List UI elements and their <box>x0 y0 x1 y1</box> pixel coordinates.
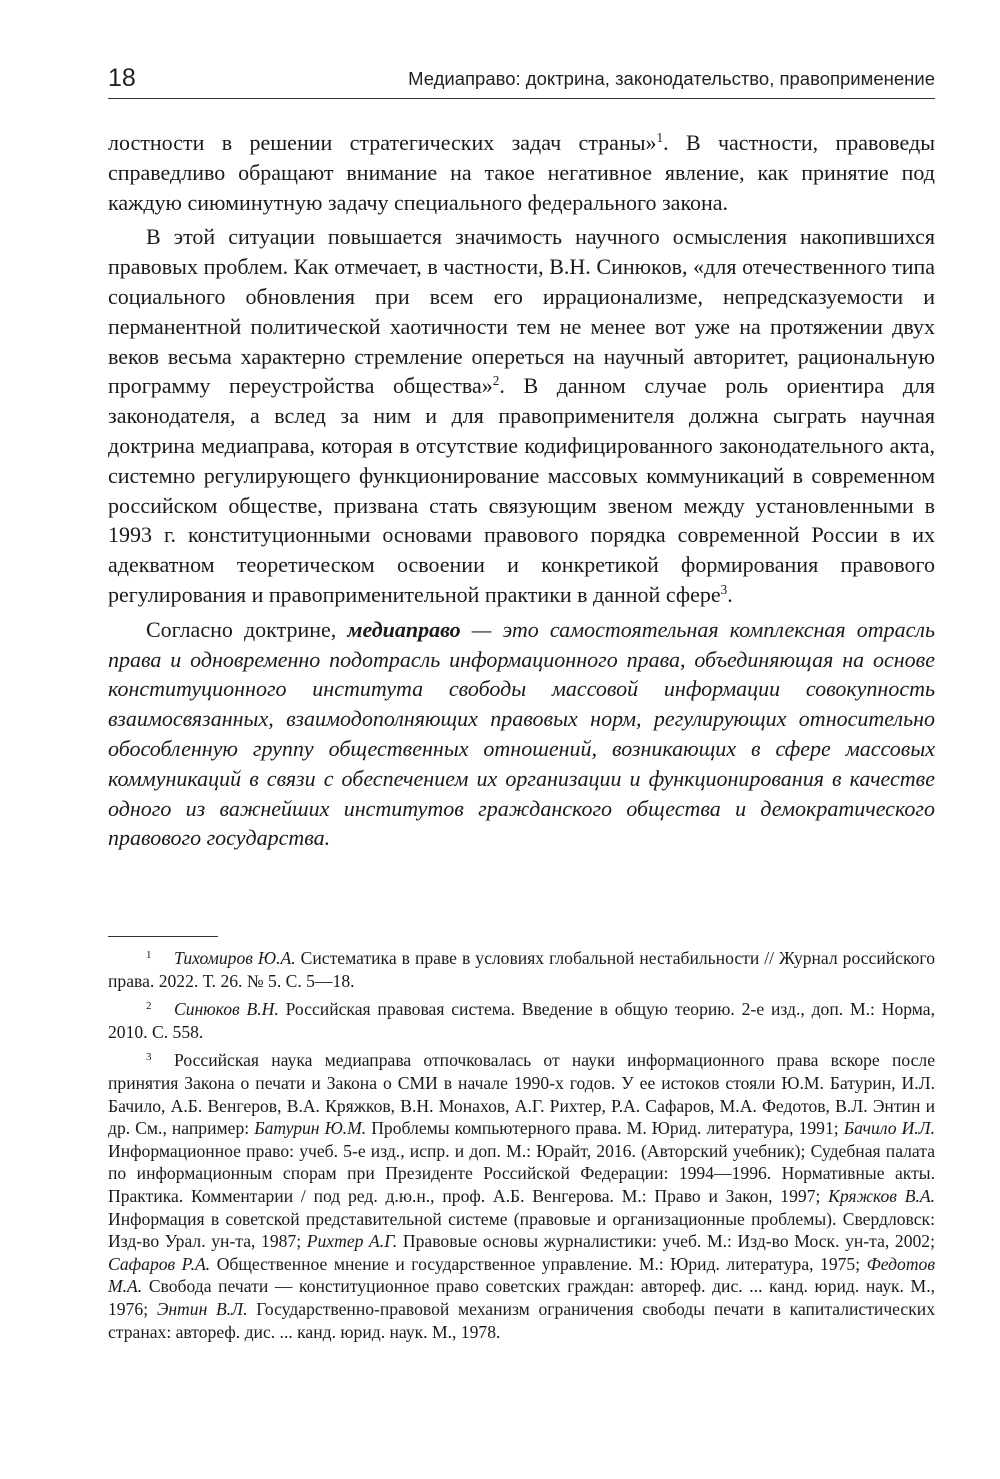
footnote-ref-2: 2 <box>492 373 500 389</box>
footnote-author: Рихтер А.Г. <box>306 1231 398 1252</box>
footnote-text: Общественное мнение и государственное управление. М.: Юрид. литература, 1975; <box>210 1253 867 1274</box>
paragraph-1 <box>108 128 935 217</box>
footnote-2 <box>108 995 935 1043</box>
footnote-author: Синюков В.Н. <box>174 999 279 1020</box>
footnote-ref-3: 3 <box>720 582 728 598</box>
footnote-text: Систематика в праве в условиях глобальной нестабильности // Журнал российского права. 2022. Т. 26. № 5. С. 5—18. <box>108 948 935 991</box>
paragraph-1-continuation: . В частности, правоведы справедливо обращают внимание на такое негативное явление, как принятие под каждую сиюминутную задачу специального федерального закона. <box>108 130 935 215</box>
header-rule <box>108 98 935 99</box>
footnote-text: Свобода печати — конституционное право советских граждан: автореф. дис. ... канд. юрид. наук. М., 1976; <box>108 1276 935 1319</box>
paragraph-3 <box>108 615 935 853</box>
paragraph-1-text: лостности в решении стратегических задач страны» <box>108 130 657 155</box>
footnote-text: Российская правовая система. Введение в общую теорию. 2-е изд., доп. М.: Норма, 2010. С. 558. <box>108 999 935 1042</box>
footnotes <box>108 944 935 1346</box>
footnote-separator <box>108 936 218 937</box>
footnote-3 <box>108 1046 935 1343</box>
main-text <box>108 128 935 858</box>
footnote-author: Федотов М.А. <box>108 1253 935 1297</box>
footnote-ref-1: 1 <box>656 130 664 146</box>
paragraph-2-text-a: В этой ситуации повышается значимость научного осмысления накопившихся правовых проблем. Как отмечает, в частности, В.Н. Синюков, «для отечественного типа социального обновления при всем его иррационализме, непредсказуемости и перманентной политической хаотичности тем не менее вот уже на протяжении двух веков весьма характерно стремление опереться на научный авторитет, рациональную программу переустройства общества» <box>108 224 935 399</box>
paragraph-2 <box>108 222 935 609</box>
definition-text: — это самостоятельная комплексная отрасль права и одновременно подотрасль информационного права, объединяющая на основе конституционного института свободы массовой информации совокупность взаимосвязанных, взаимодополняющих правовых норм, регулирующих относительно обособленную группу общественных отношений, возникающих в сфере массовых коммуникаций в связи с обеспечением их организации и функционирования в качестве одного из важнейших институтов гражданского общества и демократического правового государства. <box>108 616 935 851</box>
footnote-1 <box>108 944 935 992</box>
footnote-text: Информация в советской представительной системе (правовые и организационные проблемы). Свердловск: Изд-во Урал. ун-та, 1987; <box>108 1208 935 1252</box>
footnote-author: Тихомиров Ю.А. <box>174 948 296 968</box>
footnote-author: Сафаров Р.А. <box>108 1253 211 1274</box>
footnote-number: 2 <box>146 1000 152 1013</box>
paragraph-3-lead: Согласно доктрине, <box>146 616 348 642</box>
footnote-number: 3 <box>146 1051 152 1064</box>
footnote-author: Кряжков В.А. <box>828 1185 936 1206</box>
footnote-author: Энтин В.Л. <box>156 1298 248 1319</box>
footnote-text: Российская наука медиаправа отпочковалась от науки информационного права вскоре после принятия Закона о печати и Закона о СМИ в начале 1990-х годов. У ее истоков стояли Ю.М. Батурин, И.Л. Бачило, А.Б. Венгеров, В.А. Кряжков, В.Н. Монахов, А.Г. Рихтер, Р.А. Сафаров, М.А. Федотов, В.Л. Энтин и др. См., например: <box>108 1050 935 1139</box>
paragraph-2-text-c: . <box>727 581 733 607</box>
footnote-text: Информационное право: учеб. 5-е изд., испр. и доп. М.: Юрайт, 2016. (Авторский учебник); Судебная палата по информационным спорам при Президенте Российской Федерации: 1994—1996. Нормативные акты. Практика. Комментарии / под ред. д.ю.н., проф. А.Б. Венгерова. М.: Право и Закон, 1997; <box>108 1140 935 1206</box>
footnote-text: Проблемы компьютерного права. М. Юрид. литература, 1991; <box>366 1118 844 1139</box>
running-title: Медиаправо: доктрина, законодательство, правоприменение <box>408 68 935 89</box>
paragraph-2-text-b: . В данном случае роль ориентира для законодателя, а вслед за ним и для правоприменителя должна сыграть научная доктрина медиаправа, которая в отсутствие кодифицированного законодательного акта, системно регулирующего функционирование массовых коммуникаций в современном российском обществе, призвана стать связующим звеном между установленными в 1993 г. конституционными основами правового порядка современной России в их адекватном теоретическом освоении и конкретикой формирования правового регулирования и правоприменительной практики в данной сфере <box>108 373 935 607</box>
page-number: 18 <box>108 64 136 92</box>
footnote-author: Батурин Ю.М. <box>254 1118 367 1139</box>
footnote-text: Правовые основы журналистики: учеб. М.: Изд-во Моск. ун-та, 2002; <box>397 1231 935 1252</box>
footnote-number: 1 <box>146 949 152 961</box>
page-header <box>108 58 935 98</box>
footnote-text: Государственно-правовой механизм ограничения свободы печати в капиталистических странах: автореф. дис. ... канд. юрид. наук. М., 1978. <box>108 1298 935 1342</box>
footnote-author: Бачило И.Л. <box>843 1118 935 1139</box>
defined-term: медиаправо <box>347 616 461 642</box>
